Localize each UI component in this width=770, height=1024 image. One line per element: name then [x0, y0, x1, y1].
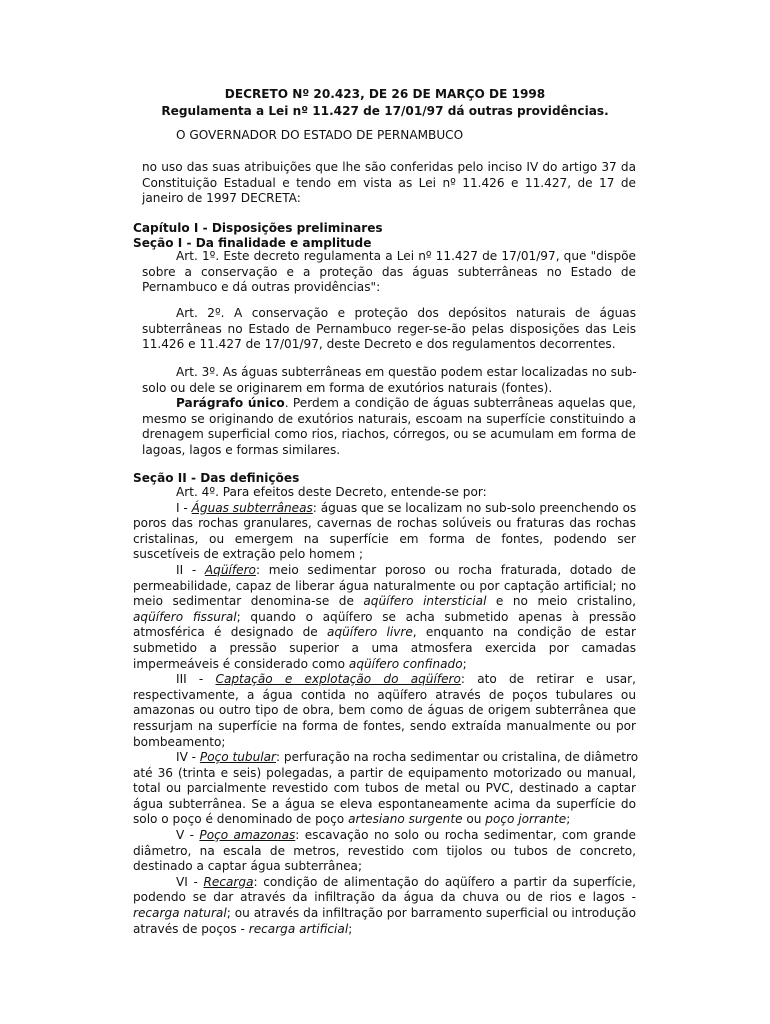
definition-3-line: III - Captação e explotação do aqüífero: ato de retirar e usar,	[176, 672, 636, 687]
definition-6-line: VI - Recarga: condição de alimentação do aqüífero a partir da superfície,	[176, 874, 636, 889]
text-line: lagoas, lagos e formas similares.	[142, 442, 341, 457]
text-line: permeabilidade, capaz de liberar água naturalmente ou por captação artificial; no	[133, 578, 636, 593]
text-line: podendo se dar através da infiltração da água da chuva ou de rios e lagos -	[133, 890, 636, 905]
text-line: Pernambuco e dá outras providências":	[142, 280, 381, 295]
article-1	[142, 249, 636, 296]
section-heading: Seção II - Das definições	[133, 471, 300, 485]
definition-2-line: II - Aqüífero: meio sedimentar poroso ou rocha fraturada, dotado de	[176, 562, 636, 577]
text-line: recarga natural; ou através da infiltração por barramento superficial ou introdução	[133, 906, 637, 921]
chapter-heading: Capítulo I - Disposições preliminares	[133, 221, 383, 235]
text-line: 11.426 e 11.427 de 17/01/97, deste Decreto e dos regulamentos decorrentes.	[142, 337, 616, 352]
text-line: subterrâneas no Estado de Pernambuco reger-se-ão pelas disposições das Leis	[142, 321, 636, 336]
text-line: Art. 4º. Para efeitos deste Decreto, entende-se por:	[176, 485, 487, 499]
decree-subtitle: Regulamenta a Lei nº 11.427 de 17/01/97 dá outras providências.	[161, 104, 609, 118]
definition-term: Poço amazonas	[199, 828, 296, 843]
text-line: Constituição Estadual e tendo em vista as Lei nº 11.426 e 11.427, de 17 de	[142, 175, 636, 190]
decree-title: DECRETO Nº 20.423, DE 26 DE MARÇO DE 1998	[224, 87, 546, 101]
text-line: impermeáveis é considerado como aqüífero confinado;	[133, 656, 467, 671]
paragraph-unico-line: Parágrafo único. Perdem a condição de águas subterrâneas aquelas que,	[176, 396, 637, 411]
text-line: poros das rochas granulares, cavernas de rochas solúveis ou fraturas das rochas	[133, 516, 636, 531]
text-line: até 36 (trinta e seis) polegadas, a partir de equipamento motorizado ou manual,	[133, 765, 636, 780]
definition-term: Poço tubular	[199, 750, 276, 765]
definition-4-line: IV - Poço tubular: perfuração na rocha sedimentar ou cristalina, de diâmetro	[176, 750, 639, 765]
section-heading: Seção I - Da finalidade e amplitude	[133, 236, 372, 250]
text-line: drenagem superficial como rios, riachos, córregos, ou se acumulam em forma de	[142, 427, 636, 442]
text-line: meio sedimentar denomina-se de aqüífero intersticial e no meio cristalino,	[133, 594, 636, 609]
text-line: Art. 1º. Este decreto regulamenta a Lei nº 11.427 de 17/01/97, que "dispõe	[176, 249, 636, 263]
article-4-definitions	[133, 485, 639, 937]
definition-5-line: V - Poço amazonas: escavação no solo ou rocha sedimentar, com grande	[176, 828, 637, 843]
text-line: ressurjam na superfície na forma de fontes, sendo extraída manualmente ou por	[133, 718, 636, 733]
text-line: suscetíveis de extração pelo homem ;	[133, 547, 364, 562]
text-line: atmosférica é designado de aqüífero livre, enquanto na condição de estar	[133, 625, 636, 640]
text-line: aqüífero fissural; quando o aqüífero se acha submetido apenas à pressão	[133, 609, 636, 624]
article-3	[142, 365, 636, 459]
definition-term: Aqüífero	[204, 562, 256, 577]
definition-1-line: I - Águas subterrâneas: águas que se localizam no sub-solo preenchendo os	[176, 500, 637, 515]
paragraph-unico-label: Parágrafo único	[176, 396, 285, 411]
definition-term: Captação e explotação do aqüífero	[215, 672, 461, 687]
text-line: amazonas ou outro tipo de obra, bem como de águas de origem subterrânea que	[133, 703, 636, 718]
text-line: destinado a captar água subterrânea;	[133, 859, 363, 874]
article-2	[142, 306, 636, 353]
text-line: Art. 2º. A conservação e proteção dos depósitos naturais de águas	[176, 306, 636, 320]
text-line: solo o poço é denominado de poço artesiano surgente ou poço jorrante;	[133, 812, 571, 827]
decree-header	[0, 86, 770, 120]
text-line: mesmo se originando de exutórios naturais, escoam na superfície constituindo a	[142, 411, 636, 426]
text-line: janeiro de 1997 DECRETA:	[142, 191, 301, 206]
text-line: através de poços - recarga artificial;	[133, 921, 353, 936]
definition-term: Águas subterrâneas	[191, 500, 313, 515]
text-line: cristalinas, ou emergem na superfície em forma de fontes, podendo ser	[133, 531, 636, 546]
preamble-paragraph	[142, 160, 636, 207]
text-line: total ou parcialmente revestido com tubos de metal ou PVC, destinado a captar	[133, 781, 636, 796]
text-line: bombeamento;	[133, 734, 226, 749]
text-line: sobre a conservação e a proteção das águas subterrâneas no Estado de	[142, 264, 636, 279]
text-line: solo ou dele se originarem em forma de exutórios naturais (fontes).	[142, 380, 553, 395]
text-line: submetido a pressão superior a uma atmosfera exercida por camadas	[133, 640, 636, 655]
text-line: diâmetro, na escala de metros, revestido com tijolos ou tubos de concreto,	[133, 843, 636, 858]
text-line: no uso das suas atribuições que lhe são conferidas pelo inciso IV do artigo 37 da	[142, 160, 636, 174]
text-line: respectivamente, a água contida no aqüífero através de poços tubulares ou	[133, 687, 636, 702]
text-line: água subterrânea. Se a água se eleva espontaneamente acima da superfície do	[133, 796, 636, 811]
text-line: Art. 3º. As águas subterrâneas em questão podem estar localizadas no sub-	[176, 365, 637, 379]
definition-term: Recarga	[203, 874, 254, 889]
governor-line: O GOVERNADOR DO ESTADO DE PERNAMBUCO	[176, 128, 464, 142]
